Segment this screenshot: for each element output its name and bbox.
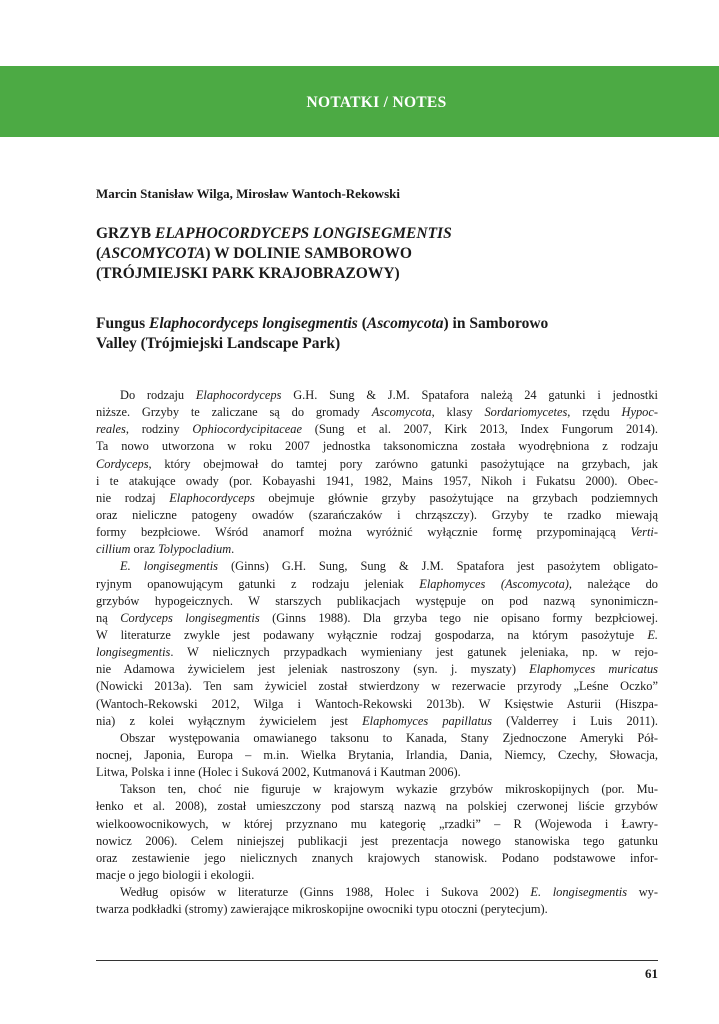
body-text-run: (Ginns 1988). Dla grzyba tego nie opisano formy bezpłciowej. [259, 610, 659, 625]
title-en-text: Fungus [96, 315, 149, 332]
body-italic-term: Cordyceps longisegmentis [120, 610, 260, 625]
body-line [96, 867, 658, 884]
title-pl-phylum: ASCOMYCOTA [101, 245, 206, 262]
body-text-run: Według opisów w literaturze (Ginns 1988, Holec i Sukova 2002) [120, 885, 531, 900]
body-text-run: Ta nowo utworzona w roku 2007 jednostka taksonomiczna została wyodrębniona z rodzaju [96, 439, 658, 454]
body-line [96, 678, 658, 695]
body-italic-term: Elaphocordyceps [195, 388, 282, 402]
body-italic-term: Elaphomyces papillatus [362, 713, 492, 728]
title-en-text: Valley (Trójmiejski Landscape Park) [96, 335, 341, 352]
title-en-phylum: Ascomycota [366, 315, 444, 332]
title-english [96, 314, 548, 354]
title-en-text: ) in Samborowo [443, 315, 549, 332]
body-line [96, 404, 658, 421]
body-line [96, 593, 658, 610]
body-italic-term: cillium [96, 542, 131, 557]
body-text-run: formy bezpłciowe. Wśród anamorf można wyróżnić wyłącznie formę przypominającą [96, 525, 631, 540]
body-text-run: nia) z kolei wyłącznym żywicielem jest [96, 713, 363, 728]
body-line [96, 490, 658, 507]
title-polish [96, 224, 452, 284]
body-line [96, 696, 658, 713]
body-text-run: , rzędu [567, 405, 622, 420]
body-text-run: , który obejmował do tamtej pory zarówno gatunki pasożytujące na grzybach, jak [148, 456, 658, 471]
body-text-run: Do rodzaju [120, 388, 196, 402]
body-text-run: Litwa, Polska i inne (Holec i Suková 2002, Kutmanová i Kautman 2006). [96, 765, 461, 780]
body-italic-term: Ascomycota [371, 405, 432, 420]
body-line [96, 541, 658, 558]
body-text-run: ryjnym opanowującym gatunki z rodzaju jeleniak [96, 576, 420, 591]
body-text-run: Obszar występowania omawianego taksonu to Kanada, Stany Zjednoczone Ameryki Pół- [120, 730, 658, 745]
body-italic-term: Sordariomycetes [484, 405, 568, 420]
title-en-text: ( [357, 315, 367, 332]
body-italic-term: Elaphomyces muricatus [529, 662, 658, 677]
body-line [96, 456, 658, 473]
body-line [96, 524, 658, 541]
body-text-run: grzybów hypogeicznych. W starszych publikacjach występuje on pod nazwą synonimiczn- [96, 593, 658, 608]
body-text-run: nocnej, Japonia, Europa – m.in. Wielka Brytania, Irlandia, Dania, Niemcy, Czechy, Słowacja, [96, 747, 658, 762]
title-pl-genus: ELAPHOCORDYCEPS LONGISEGMENTIS [155, 225, 452, 242]
title-pl-text: GRZYB [96, 225, 155, 242]
body-text [96, 387, 658, 918]
body-italic-term: Hypoc- [621, 405, 658, 420]
body-line [96, 627, 658, 644]
body-line [96, 833, 658, 850]
body-italic-term: E. [647, 627, 658, 642]
body-italic-term: Verti- [630, 525, 658, 540]
body-line [96, 730, 658, 747]
body-text-run: niższe. Grzyby te zaliczane są do gromady [96, 405, 372, 420]
body-line [96, 781, 658, 798]
body-line [96, 798, 658, 815]
body-text-run: (Ginns) G.H. Sung, Sung & J.M. Spatafora jest pasożytem obligato- [218, 559, 658, 574]
body-text-run: twarza podkładki (stromy) zawierające mikroskopijne owocniki typu otoczni (perytecjum). [96, 902, 548, 917]
body-line [96, 661, 658, 678]
body-line [96, 558, 658, 575]
page-number: 61 [645, 966, 658, 981]
body-text-run: ną [96, 610, 121, 625]
body-line [96, 421, 658, 438]
body-line [96, 747, 658, 764]
body-text-run: należące do [572, 576, 658, 591]
body-text-run: oraz nieliczne patogeny owadów (szarańczaków i chrząszczy). Grzyby te rzadko miewają [96, 507, 658, 522]
body-text-run: oraz zestawienie jego nielicznych znanych krajowych stanowisk. Podano podstawowe infor- [96, 850, 658, 865]
body-line [96, 507, 658, 524]
body-italic-term: E. longisegmentis [120, 559, 218, 574]
title-pl-text: (TRÓJMIEJSKI PARK KRAJOBRAZOWY) [96, 265, 400, 282]
title-pl-text: ) W DOLINIE SAMBOROWO [205, 245, 412, 262]
body-italic-term: Cordyceps [96, 456, 149, 471]
body-italic-term: Elaphomyces (Ascomycota), [419, 576, 573, 591]
footer-rule [96, 960, 658, 961]
body-text-run: wielkoowocnikowych, w której przyznano mu kategorię „rzadki” – R (Wojewoda i Ławry- [96, 816, 658, 831]
body-text-run: wy- [627, 885, 658, 900]
body-italic-term: E. longisegmentis [530, 885, 628, 900]
body-text-run: oraz [130, 542, 158, 557]
body-text-run: nowicz 2006). Celem niniejszej publikacji jest prezentacja nowego stanowiska tego gatunku [96, 833, 658, 848]
title-en-genus: Elaphocordyceps longisegmentis [149, 315, 358, 332]
body-line [96, 713, 658, 730]
body-line [96, 901, 658, 918]
body-text-run: łenko et al. 2008), został umieszczony pod starszą nazwą na polskiej czerwonej liście grzybów [96, 799, 658, 814]
body-text-run: (Nowicki 2013a). Ten sam żywiciel został stwierdzony w rezerwacie przyrody „Leśne Oczko” [96, 679, 658, 694]
body-line [96, 576, 658, 593]
body-italic-term: Elaphocordyceps [169, 490, 255, 505]
body-text-run: nie rodzaj [96, 490, 170, 505]
body-line [96, 610, 658, 627]
body-text-run: (Sung et al. 2007, Kirk 2013, Index Fungorum 2014). [302, 422, 658, 437]
body-text-run: . W nielicznych przypadkach wymieniany jest gatunek jeleniaka, np. w rejo- [170, 645, 658, 660]
body-line [96, 473, 658, 490]
title-pl-text: ( [96, 245, 102, 262]
body-line [96, 850, 658, 867]
body-text-run: , klasy [431, 405, 485, 420]
body-italic-term: longisegmentis [96, 645, 171, 660]
body-line [96, 644, 658, 661]
body-italic-term: Ophiocordycipitaceae [192, 422, 302, 437]
section-banner [0, 66, 719, 137]
body-text-run: , rodziny [125, 422, 193, 437]
body-text-run: macje o jego biologii i ekologii. [96, 867, 255, 882]
body-text-run: obejmuje głównie grzyby pasożytujące na grzybach podziemnych [254, 490, 658, 505]
body-text-run: nie Adamowa żywicielem jest jeleniak nastroszony (syn. j. myszaty) [96, 662, 530, 677]
body-line [96, 387, 658, 404]
body-text-run: G.H. Sung & J.M. Spatafora należą 24 gatunki i jednostki [281, 388, 658, 402]
body-line [96, 816, 658, 833]
body-italic-term: Tolypocladium [157, 542, 232, 557]
body-text-run: (Wantoch-Rekowski 2012, Wilga i Wantoch-Rekowski 2013b). W Księstwie Asturii (Hiszpa- [96, 696, 658, 711]
body-text-run: . [231, 542, 235, 557]
body-line [96, 764, 658, 781]
body-italic-term: reales [96, 422, 126, 437]
body-text-run: Takson ten, choć nie figuruje w krajowym wykazie grzybów mikroskopijnych (por. Mu- [120, 782, 658, 797]
authors: Marcin Stanisław Wilga, Mirosław Wantoch-Rekowski [96, 186, 400, 201]
body-text-run: (Valderrey i Luis 2011). [491, 713, 658, 728]
body-text-run: i te atakujące owady (por. Kobayashi 1941, 1982, Mains 1957, Nikoh i Fukatsu 2000). Obec- [96, 473, 658, 488]
body-line [96, 438, 658, 455]
section-banner-label: NOTATKI / NOTES [306, 93, 447, 111]
body-line [96, 884, 658, 901]
body-text-run: W literaturze zwykle jest podawany wyłącznie rodzaj gospodarza, na którym pasożytuje [96, 627, 648, 642]
